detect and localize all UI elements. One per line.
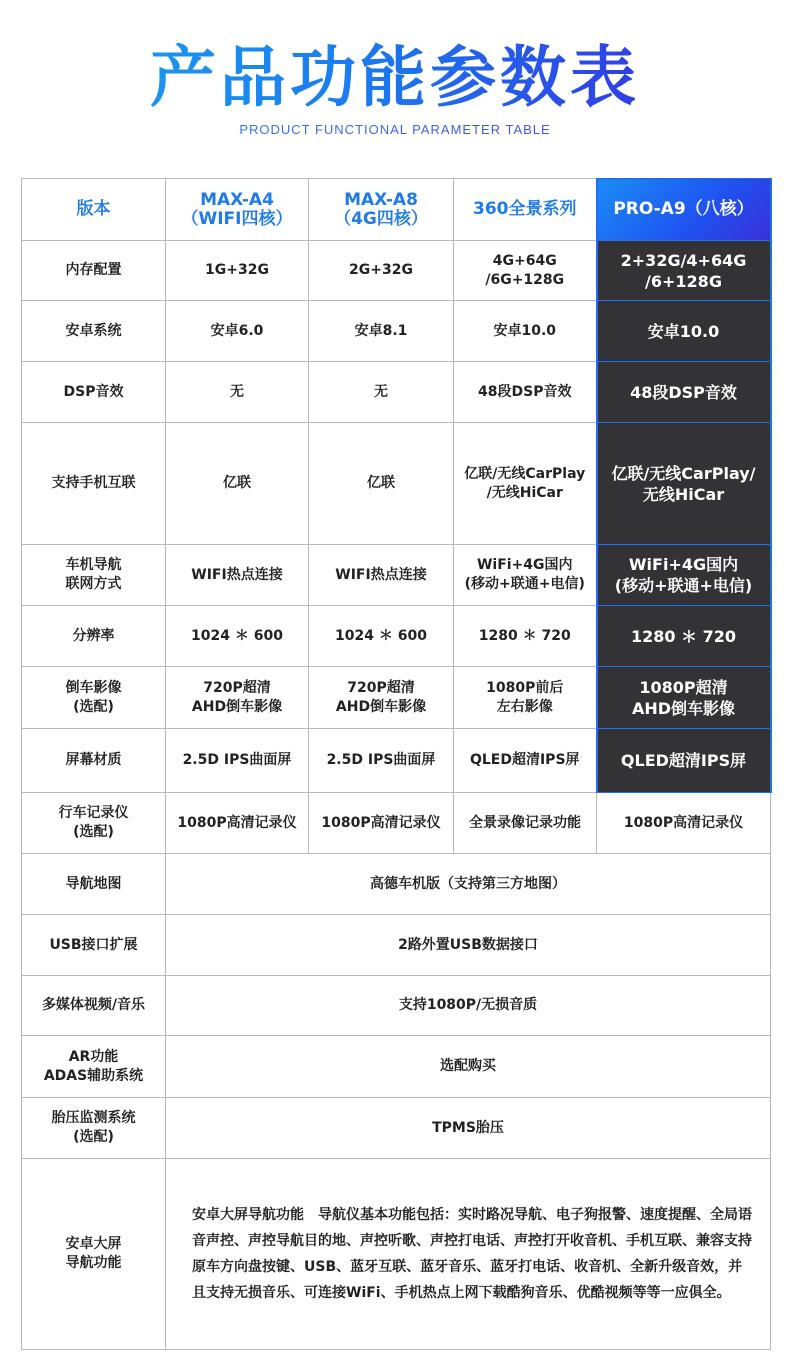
merged-cell: 2路外置USB数据接口 bbox=[166, 915, 771, 976]
row-label: 分辨率 bbox=[22, 606, 166, 667]
cell: 2G+32G bbox=[309, 241, 454, 301]
merged-cell: TPMS胎压 bbox=[166, 1098, 771, 1159]
header-col-pro-a9: PRO-A9（八核） bbox=[597, 179, 771, 241]
cell: 1024 ＊ 600 bbox=[166, 606, 309, 667]
table-row bbox=[22, 545, 771, 606]
cell: 2.5D IPS曲面屏 bbox=[166, 729, 309, 793]
feature-description: 安卓大屏导航功能 导航仪基本功能包括：实时路况导航、电子狗报警、速度提醒、全局语音声控、声控导航目的地、声控听歌、声控打电话、声控打开收音机、手机互联、兼容支持原车方向盘按键、USB、蓝牙互联、蓝牙音乐、蓝牙打电话、收音机、全新升级音效，并且支持无损音乐、可连接WiFi、手机热点上网下载酷狗音乐、优酷视频等等一应俱全。 bbox=[166, 1159, 771, 1350]
table-row bbox=[22, 1098, 771, 1159]
table-row bbox=[22, 606, 771, 667]
cell: 1024 ＊ 600 bbox=[309, 606, 454, 667]
cell-highlight: WiFi+4G国内 (移动+联通+电信) bbox=[597, 545, 771, 606]
cell: WIFI热点连接 bbox=[309, 545, 454, 606]
cell-highlight: 1280 ＊ 720 bbox=[597, 606, 771, 667]
cell: 安卓6.0 bbox=[166, 301, 309, 362]
cell-highlight: 2+32G/4+64G /6+128G bbox=[597, 241, 771, 301]
cell: 安卓10.0 bbox=[454, 301, 597, 362]
parameter-table bbox=[21, 178, 772, 1350]
row-label: DSP音效 bbox=[22, 362, 166, 423]
cell-highlight: 亿联/无线CarPlay/ 无线HiCar bbox=[597, 423, 771, 545]
cell: 全景录像记录功能 bbox=[454, 793, 597, 854]
row-label: 行车记录仪 (选配) bbox=[22, 793, 166, 854]
header-col-max-a4: MAX-A4 （WIFI四核） bbox=[166, 179, 309, 241]
cell: 无 bbox=[166, 362, 309, 423]
row-label: 胎压监测系统 (选配) bbox=[22, 1098, 166, 1159]
merged-cell: 支持1080P/无损音质 bbox=[166, 976, 771, 1036]
cell: 1080P高清记录仪 bbox=[309, 793, 454, 854]
table-row bbox=[22, 301, 771, 362]
table-header-row bbox=[22, 179, 771, 241]
cell: 亿联/无线CarPlay /无线HiCar bbox=[454, 423, 597, 545]
row-label: 支持手机互联 bbox=[22, 423, 166, 545]
row-label: 内存配置 bbox=[22, 241, 166, 301]
row-label: 安卓系统 bbox=[22, 301, 166, 362]
table-row bbox=[22, 915, 771, 976]
row-label: USB接口扩展 bbox=[22, 915, 166, 976]
cell: 4G+64G /6G+128G bbox=[454, 241, 597, 301]
row-label: 多媒体视频/音乐 bbox=[22, 976, 166, 1036]
row-label: AR功能 ADAS辅助系统 bbox=[22, 1036, 166, 1098]
cell: 2.5D IPS曲面屏 bbox=[309, 729, 454, 793]
cell: WiFi+4G国内 (移动+联通+电信) bbox=[454, 545, 597, 606]
row-label: 倒车影像 (选配) bbox=[22, 667, 166, 729]
header-col-360: 360全景系列 bbox=[454, 179, 597, 241]
cell: 720P超清 AHD倒车影像 bbox=[309, 667, 454, 729]
table-row bbox=[22, 976, 771, 1036]
table-row bbox=[22, 1159, 771, 1350]
table-row bbox=[22, 362, 771, 423]
cell: 720P超清 AHD倒车影像 bbox=[166, 667, 309, 729]
table-row bbox=[22, 793, 771, 854]
cell-highlight: 安卓10.0 bbox=[597, 301, 771, 362]
cell-highlight: QLED超清IPS屏 bbox=[597, 729, 771, 793]
merged-cell: 选配购买 bbox=[166, 1036, 771, 1098]
cell: 亿联 bbox=[166, 423, 309, 545]
table-row bbox=[22, 729, 771, 793]
cell-highlight: 48段DSP音效 bbox=[597, 362, 771, 423]
cell: 1280 ＊ 720 bbox=[454, 606, 597, 667]
cell: WIFI热点连接 bbox=[166, 545, 309, 606]
row-label: 屏幕材质 bbox=[22, 729, 166, 793]
page-subtitle: PRODUCT FUNCTIONAL PARAMETER TABLE bbox=[0, 122, 790, 137]
cell-highlight: 1080P超清 AHD倒车影像 bbox=[597, 667, 771, 729]
merged-cell: 高德车机版（支持第三方地图） bbox=[166, 854, 771, 915]
cell: 1080P前后 左右影像 bbox=[454, 667, 597, 729]
row-label: 导航地图 bbox=[22, 854, 166, 915]
table-row bbox=[22, 241, 771, 301]
cell: 无 bbox=[309, 362, 454, 423]
cell: 1080P高清记录仪 bbox=[597, 793, 771, 854]
page-title: 产品功能参数表 bbox=[0, 38, 790, 118]
header-version-label: 版本 bbox=[22, 179, 166, 241]
cell: 1G+32G bbox=[166, 241, 309, 301]
table-row bbox=[22, 854, 771, 915]
row-label: 安卓大屏 导航功能 bbox=[22, 1159, 166, 1350]
table-row bbox=[22, 423, 771, 545]
row-label: 车机导航 联网方式 bbox=[22, 545, 166, 606]
table-row bbox=[22, 1036, 771, 1098]
table-row bbox=[22, 667, 771, 729]
cell: 48段DSP音效 bbox=[454, 362, 597, 423]
header-col-max-a8: MAX-A8 （4G四核） bbox=[309, 179, 454, 241]
cell: 安卓8.1 bbox=[309, 301, 454, 362]
cell: 亿联 bbox=[309, 423, 454, 545]
cell: 1080P高清记录仪 bbox=[166, 793, 309, 854]
cell: QLED超清IPS屏 bbox=[454, 729, 597, 793]
